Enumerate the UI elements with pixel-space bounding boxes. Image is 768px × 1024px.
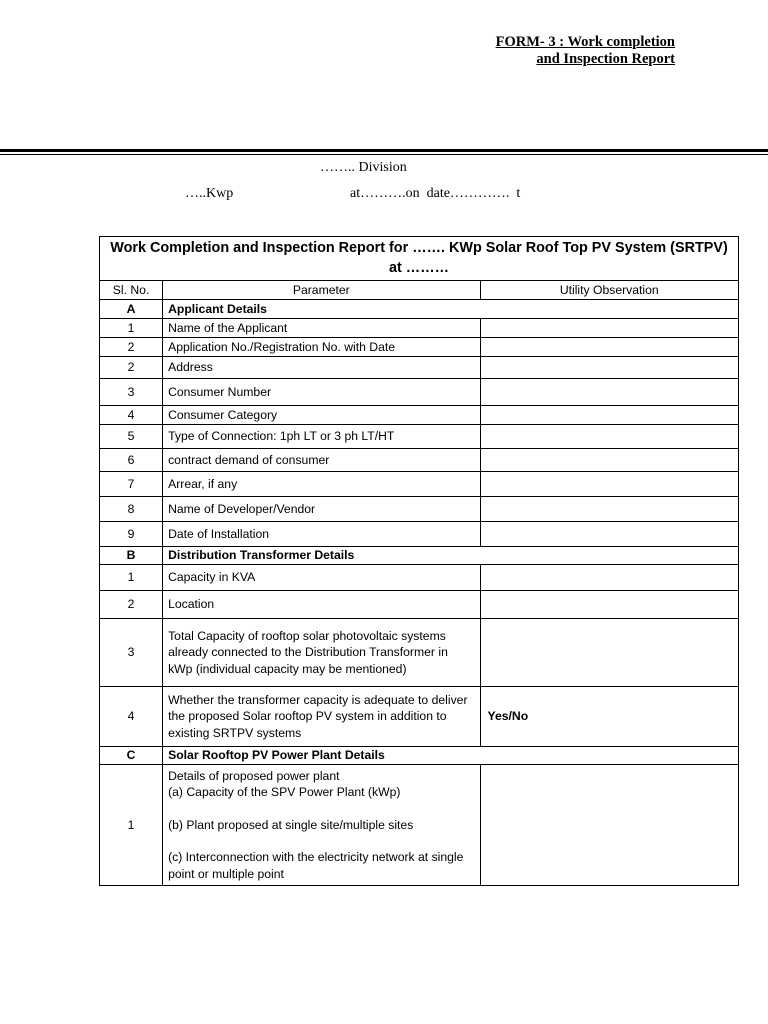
row-sl: 7 [100,472,163,497]
row-parameter: Name of the Applicant [163,319,480,338]
row-observation[interactable] [480,565,738,591]
row-parameter: Name of Developer/Vendor [163,497,480,522]
row-parameter: Whether the transformer capacity is adequate to deliver the proposed Solar rooftop PV system in addition to existing SRTPV systems [163,687,480,747]
row-sl: 9 [100,522,163,547]
table-row [100,591,739,619]
plant-details-line: Details of proposed power plant [168,768,340,783]
section-label: Distribution Transformer Details [163,547,739,565]
row-sl: 4 [100,687,163,747]
table-row [100,497,739,522]
section-label: Solar Rooftop PV Power Plant Details [163,747,739,765]
table-title: Work Completion and Inspection Report for ……. KWp Solar Roof Top PV System (SRTPV) at ……… [100,237,739,281]
header-rule-thin [0,154,768,155]
form-title [496,34,675,68]
table-row [100,565,739,591]
plant-details-line: (a) Capacity of the SPV Power Plant (kWp) [168,785,401,800]
plant-details-line: (b) Plant proposed at single site/multiple sites [168,817,414,832]
row-sl: 1 [100,565,163,591]
section-row-c [100,747,739,765]
table-row [100,425,739,449]
row-sl: 3 [100,379,163,406]
column-header-observation: Utility Observation [480,281,738,300]
row-sl: 1 [100,319,163,338]
inspection-report-table [99,236,739,886]
row-observation[interactable] [480,379,738,406]
plant-details-line: (c) Interconnection with the electricity network at single point or multiple point [168,850,464,881]
row-observation[interactable] [480,765,738,886]
section-row-b [100,547,739,565]
row-sl: 5 [100,425,163,449]
row-observation[interactable] [480,472,738,497]
row-parameter: Address [163,357,480,379]
table-row [100,338,739,357]
table-row [100,379,739,406]
row-observation[interactable] [480,449,738,472]
row-sl: 2 [100,357,163,379]
row-sl: 8 [100,497,163,522]
spacer [168,801,474,817]
section-sl: C [100,747,163,765]
row-observation[interactable] [480,319,738,338]
row-parameter: Location [163,591,480,619]
table-row [100,687,739,747]
row-observation[interactable] [480,406,738,425]
row-observation[interactable] [480,497,738,522]
row-sl: 6 [100,449,163,472]
at-date-label: at……….on date…………. t [350,186,521,201]
form-title-line1: FORM- 3 : Work completion [495,34,675,50]
division-label: …….. Division [320,160,407,175]
row-observation[interactable] [480,591,738,619]
row-sl: 2 [100,591,163,619]
column-header-sl: Sl. No. [100,281,163,300]
row-observation[interactable] [480,338,738,357]
table-row [100,449,739,472]
row-observation[interactable] [480,522,738,547]
table-title-row [100,237,739,281]
row-sl: 3 [100,619,163,687]
spacer [168,833,474,849]
row-parameter: contract demand of consumer [163,449,480,472]
row-observation[interactable] [480,425,738,449]
row-parameter: Arrear, if any [163,472,480,497]
table-row [100,406,739,425]
section-label: Applicant Details [163,300,739,319]
table-row [100,472,739,497]
section-row-a [100,300,739,319]
row-parameter: Consumer Number [163,379,480,406]
section-sl: A [100,300,163,319]
row-parameter: Consumer Category [163,406,480,425]
row-parameter: Type of Connection: 1ph LT or 3 ph LT/HT [163,425,480,449]
table-row [100,357,739,379]
row-parameter: Total Capacity of rooftop solar photovoltaic systems already connected to the Distribution Transformer in kWp (individual capacity may be mentioned) [163,619,480,687]
row-parameter [163,765,480,886]
row-parameter: Date of Installation [163,522,480,547]
column-header-parameter: Parameter [163,281,480,300]
row-observation[interactable] [480,619,738,687]
kwp-label: …..Kwp [185,186,234,201]
table-row [100,319,739,338]
section-sl: B [100,547,163,565]
table-header-row [100,281,739,300]
row-sl: 1 [100,765,163,886]
row-observation[interactable]: Yes/No [480,687,738,747]
row-parameter: Capacity in KVA [163,565,480,591]
row-sl: 4 [100,406,163,425]
row-observation[interactable] [480,357,738,379]
table-row [100,522,739,547]
row-parameter: Application No./Registration No. with Date [163,338,480,357]
header-rule-thick [0,149,768,152]
table-row [100,619,739,687]
table-row [100,765,739,886]
form-title-line2: and Inspection Report [536,51,675,67]
row-sl: 2 [100,338,163,357]
